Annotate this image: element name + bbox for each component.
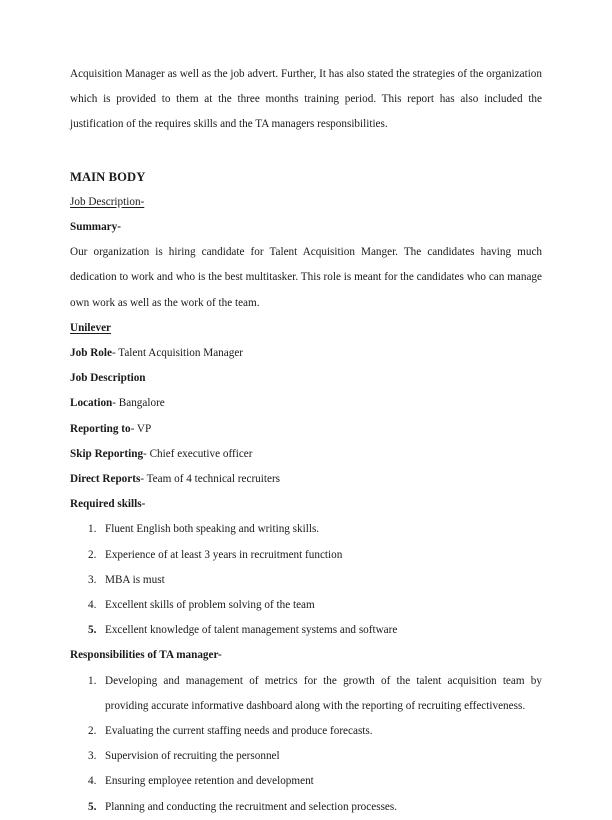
list-item-text: Ensuring employee retention and development	[105, 775, 314, 788]
field-value: - Chief executive officer	[143, 447, 253, 460]
field-value: - VP	[130, 422, 152, 435]
company-name-heading: Unilever	[70, 321, 112, 334]
list-item-text: Experience of at least 3 years in recruitment function	[105, 548, 343, 561]
field-job-description	[70, 366, 542, 391]
summary-label: Summary-	[70, 221, 121, 234]
list-marker: 3.	[88, 573, 97, 586]
list-item-text: Excellent knowledge of talent management systems and software	[105, 624, 398, 637]
field-reporting-to	[70, 417, 542, 442]
field-location	[70, 391, 542, 416]
list-item-text: MBA is must	[105, 573, 165, 586]
document-body	[70, 62, 542, 820]
field-label: Skip Reporting	[70, 447, 144, 460]
field-job-role	[70, 341, 542, 366]
list-item	[70, 593, 542, 618]
list-item	[70, 669, 542, 719]
list-marker: 1.	[88, 523, 97, 536]
list-item	[70, 719, 542, 744]
list-item-text: Planning and conducting the recruitment and selection processes.	[105, 800, 398, 813]
field-direct-reports	[70, 467, 542, 492]
list-item	[70, 744, 542, 769]
list-item-text: Evaluating the current staffing needs and produce forecasts.	[105, 725, 373, 738]
intro-paragraph: Acquisition Manager as well as the job advert. Further, It has also stated the strategies of the organization which is provided to them at the three months training period. This report has also included the justification of the requires skills and the TA managers responsibilities.	[70, 68, 542, 131]
list-item-text: Supervision of recruiting the personnel	[105, 750, 280, 763]
field-value: - Talent Acquisition Manager	[111, 347, 244, 360]
field-value: - Team of 4 technical recruiters	[140, 473, 281, 486]
job-description-underlined-label: Job Description-	[70, 195, 145, 208]
list-item-text: Fluent English both speaking and writing skills.	[105, 523, 320, 536]
summary-paragraph: Our organization is hiring candidate for Talent Acquisition Manger. The candidates having much dedication to work and who is the best multitasker. This role is meant for the candidates who can manage own work as well as the work of the team.	[70, 246, 542, 309]
field-label: Location	[70, 397, 113, 410]
list-item	[70, 769, 542, 794]
list-item	[70, 517, 542, 542]
field-value: - Bangalore	[112, 397, 165, 410]
list-marker: 5.	[88, 624, 97, 637]
responsibilities-label: Responsibilities of TA manager-	[70, 649, 222, 662]
field-label: Job Role	[70, 347, 112, 360]
field-label: Job Description	[70, 372, 146, 385]
responsibilities-list	[70, 669, 542, 820]
list-item-text: Developing and management of metrics for the growth of the talent acquisition team by providing accurate informative dashboard along with the reporting of recruiting effectiveness.	[105, 674, 542, 712]
list-item	[70, 568, 542, 593]
field-skip-reporting	[70, 442, 542, 467]
required-skills-list	[70, 517, 542, 643]
list-item	[70, 618, 542, 643]
field-label: Reporting to	[70, 422, 131, 435]
list-item	[70, 795, 542, 820]
list-item-text: Excellent skills of problem solving of the team	[105, 599, 315, 612]
required-skills-label: Required skills-	[70, 498, 146, 511]
list-marker: 2.	[88, 548, 97, 561]
list-item	[70, 543, 542, 568]
list-marker: 4.	[88, 599, 97, 612]
list-marker: 2.	[88, 725, 97, 738]
list-marker: 1.	[88, 674, 97, 687]
main-body-heading: MAIN BODY	[70, 169, 146, 184]
section-spacer	[70, 138, 542, 165]
list-marker: 5.	[88, 800, 97, 813]
list-marker: 4.	[88, 775, 97, 788]
list-marker: 3.	[88, 750, 97, 763]
field-label: Direct Reports	[70, 473, 141, 486]
